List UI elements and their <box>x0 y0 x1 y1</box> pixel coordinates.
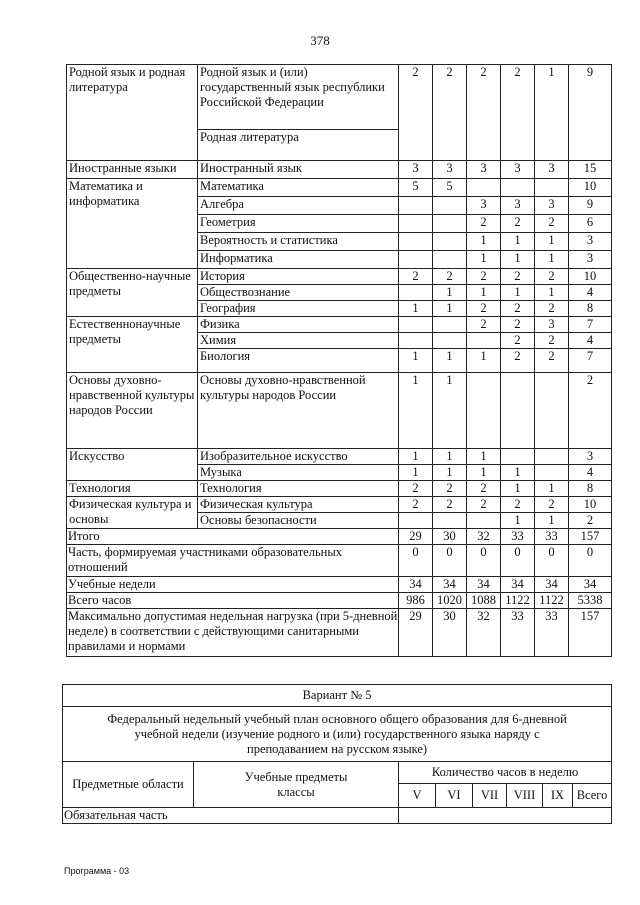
hours-cell <box>433 233 467 251</box>
hours-cell <box>501 449 535 465</box>
hours-cell <box>433 197 467 215</box>
mandatory-part-label: Обязательная часть <box>63 808 399 824</box>
summary-value: 29 <box>399 609 433 657</box>
hours-cell: 15 <box>569 161 612 179</box>
hours-cell: 3 <box>569 449 612 465</box>
summary-value: 0 <box>501 545 535 577</box>
hours-cell: 3 <box>569 251 612 269</box>
summary-value: 34 <box>399 577 433 593</box>
hours-cell: 2 <box>535 269 569 285</box>
plan-title: Федеральный недельный учебный план основного общего образования для 6-дневной учебной недели (изучение родного и (или) государственного языка наряду с преподаванием на русском языке) <box>63 707 612 762</box>
hours-cell: 2 <box>501 301 535 317</box>
hours-cell: 2 <box>535 333 569 349</box>
hours-cell: 2 <box>399 269 433 285</box>
hours-cell: 1 <box>399 301 433 317</box>
hours-cell <box>501 179 535 197</box>
subject-area: Иностранные языки <box>67 161 198 179</box>
subject-name: География <box>198 301 399 317</box>
summary-value: 157 <box>569 529 612 545</box>
hours-cell <box>433 513 467 529</box>
summary-value: 33 <box>535 609 569 657</box>
subject-area: Технология <box>67 481 198 497</box>
summary-value: 33 <box>501 609 535 657</box>
subject-area: Математика и информатика <box>67 179 198 269</box>
hours-cell: 3 <box>467 161 501 179</box>
hours-cell: 3 <box>569 233 612 251</box>
table-row <box>67 161 612 179</box>
variant-table <box>62 684 612 824</box>
hours-cell: 2 <box>433 269 467 285</box>
hours-cell: 1 <box>467 251 501 269</box>
summary-value: 1088 <box>467 593 501 609</box>
hours-cell: 2 <box>399 497 433 513</box>
hours-cell: 2 <box>501 349 535 373</box>
hours-cell: 2 <box>501 215 535 233</box>
variant-title: Вариант № 5 <box>63 685 612 707</box>
hours-cell: 2 <box>433 481 467 497</box>
hours-cell <box>535 465 569 481</box>
summary-label: Часть, формируемая участниками образовательных отношений <box>67 545 399 577</box>
summary-value: 30 <box>433 529 467 545</box>
summary-value: 0 <box>535 545 569 577</box>
hours-cell: 2 <box>399 481 433 497</box>
summary-value: 0 <box>433 545 467 577</box>
summary-value: 157 <box>569 609 612 657</box>
hours-cell: 2 <box>535 215 569 233</box>
table-row <box>67 179 612 197</box>
summary-label: Максимально допустимая недельная нагрузка (при 5-дневной неделе) в соответствии с действующими санитарными правилами и нормами <box>67 609 399 657</box>
hours-cell: 2 <box>501 269 535 285</box>
subject-name: Изобразительное искусство <box>198 449 399 465</box>
hours-cell: 2 <box>535 301 569 317</box>
hours-cell: 8 <box>569 301 612 317</box>
grade-header: VI <box>436 784 473 808</box>
summary-label: Учебные недели <box>67 577 399 593</box>
hours-cell <box>399 333 433 349</box>
subject-name: Физика <box>198 317 399 333</box>
hours-cell <box>535 179 569 197</box>
subject-name: Информатика <box>198 251 399 269</box>
summary-label: Итого <box>67 529 399 545</box>
summary-value: 32 <box>467 529 501 545</box>
subject-name: Иностранный язык <box>198 161 399 179</box>
hours-cell <box>467 373 501 449</box>
hours-cell: 9 <box>569 197 612 215</box>
summary-value: 34 <box>501 577 535 593</box>
subject-name: Основы духовно-нравственной культуры народов России <box>198 373 399 449</box>
hours-cell: 1 <box>535 481 569 497</box>
hours-cell <box>467 513 501 529</box>
hours-cell: 3 <box>535 317 569 333</box>
subject-name: Технология <box>198 481 399 497</box>
page-number: 378 <box>310 33 330 48</box>
hours-cell: 1 <box>399 465 433 481</box>
hours-cell <box>399 285 433 301</box>
hours-cell: 2 <box>467 497 501 513</box>
hours-cell: 2 <box>569 373 612 449</box>
table-row <box>67 481 612 497</box>
summary-value: 32 <box>467 609 501 657</box>
hours-cell: 2 <box>501 333 535 349</box>
hours-cell: 3 <box>467 197 501 215</box>
hours-cell: 1 <box>501 465 535 481</box>
hours-cell: 1 <box>399 373 433 449</box>
hours-cell: 6 <box>569 215 612 233</box>
summary-value: 5338 <box>569 593 612 609</box>
hours-cell: 1 <box>399 349 433 373</box>
hours-cell: 10 <box>569 179 612 197</box>
summary-row <box>67 593 612 609</box>
hours-cell: 1 <box>535 251 569 269</box>
grade-header: V <box>399 784 436 808</box>
hours-cell: 4 <box>569 333 612 349</box>
hours-cell <box>433 215 467 233</box>
col-header-area: Предметные области <box>63 762 194 808</box>
subject-name: Математика <box>198 179 399 197</box>
hours-cell <box>535 373 569 449</box>
hours-cell: 1 <box>433 301 467 317</box>
hours-cell: 1 <box>501 285 535 301</box>
subject-name: Химия <box>198 333 399 349</box>
summary-value: 0 <box>569 545 612 577</box>
subject-name: Вероятность и статистика <box>198 233 399 251</box>
hours-cell <box>399 215 433 233</box>
subject-name: Музыка <box>198 465 399 481</box>
hours-cell <box>399 317 433 333</box>
subject-area: Общественно-научные предметы <box>67 269 198 317</box>
grade-header: Всего <box>573 784 612 808</box>
table-row <box>67 65 612 161</box>
hours-cell: 1 <box>467 233 501 251</box>
hours-cell: 2 <box>569 513 612 529</box>
summary-value: 33 <box>535 529 569 545</box>
summary-value: 34 <box>569 577 612 593</box>
table-row <box>67 269 612 285</box>
subject-name-secondary: Родная литература <box>198 129 398 145</box>
hours-cell: 2 <box>467 301 501 317</box>
grade-header: VII <box>473 784 507 808</box>
hours-cell: 2 <box>399 65 433 161</box>
hours-cell: 1 <box>467 285 501 301</box>
hours-cell: 1 <box>467 465 501 481</box>
hours-cell: 3 <box>501 161 535 179</box>
summary-value: 29 <box>399 529 433 545</box>
summary-row <box>67 545 612 577</box>
hours-cell: 2 <box>433 65 467 161</box>
hours-cell: 3 <box>433 161 467 179</box>
hours-cell: 2 <box>467 269 501 285</box>
hours-cell: 2 <box>433 497 467 513</box>
subject-name: Геометрия <box>198 215 399 233</box>
hours-cell: 1 <box>535 65 569 161</box>
subject-name: Биология <box>198 349 399 373</box>
summary-row <box>67 529 612 545</box>
hours-cell <box>399 197 433 215</box>
hours-cell: 10 <box>569 269 612 285</box>
hours-cell: 1 <box>501 481 535 497</box>
hours-cell <box>399 233 433 251</box>
hours-cell: 1 <box>399 449 433 465</box>
hours-cell <box>501 373 535 449</box>
hours-cell: 3 <box>501 197 535 215</box>
hours-cell: 2 <box>535 497 569 513</box>
hours-cell: 2 <box>467 65 501 161</box>
subject-area: Основы духовно-нравственной культуры народов России <box>67 373 198 449</box>
table-row <box>67 317 612 333</box>
hours-cell: 1 <box>433 349 467 373</box>
hours-cell: 3 <box>535 197 569 215</box>
hours-cell: 1 <box>433 285 467 301</box>
hours-cell <box>433 317 467 333</box>
hours-cell: 3 <box>535 161 569 179</box>
hours-cell: 2 <box>467 481 501 497</box>
summary-value: 986 <box>399 593 433 609</box>
hours-cell: 1 <box>433 465 467 481</box>
hours-cell: 1 <box>501 233 535 251</box>
hours-cell: 1 <box>535 233 569 251</box>
summary-value: 34 <box>535 577 569 593</box>
subject-area: Искусство <box>67 449 198 481</box>
col-header-subject: Учебные предметы классы <box>194 762 399 808</box>
hours-cell: 2 <box>535 349 569 373</box>
summary-value: 1122 <box>535 593 569 609</box>
subject-area: Естественнонаучные предметы <box>67 317 198 373</box>
hours-cell <box>467 179 501 197</box>
subject-area: Родной язык и родная литература <box>67 65 198 161</box>
hours-cell <box>399 251 433 269</box>
grade-header: IX <box>543 784 573 808</box>
hours-cell: 1 <box>501 513 535 529</box>
hours-cell: 10 <box>569 497 612 513</box>
hours-cell: 3 <box>399 161 433 179</box>
hours-cell: 7 <box>569 349 612 373</box>
hours-cell: 1 <box>501 251 535 269</box>
hours-cell <box>467 333 501 349</box>
summary-label: Всего часов <box>67 593 399 609</box>
subject-name: История <box>198 269 399 285</box>
hours-cell: 5 <box>399 179 433 197</box>
hours-cell: 4 <box>569 285 612 301</box>
subject-name: Основы безопасности <box>198 513 399 529</box>
summary-value: 34 <box>433 577 467 593</box>
summary-value: 1122 <box>501 593 535 609</box>
hours-cell: 7 <box>569 317 612 333</box>
subject-name: Обществознание <box>198 285 399 301</box>
subject-name <box>198 65 399 161</box>
footer-label: Программа - 03 <box>64 866 130 876</box>
hours-cell: 1 <box>467 449 501 465</box>
hours-cell: 2 <box>467 215 501 233</box>
table-row <box>67 497 612 513</box>
hours-cell <box>535 449 569 465</box>
hours-cell: 2 <box>501 65 535 161</box>
curriculum-table <box>66 64 612 657</box>
summary-value: 30 <box>433 609 467 657</box>
summary-value: 1020 <box>433 593 467 609</box>
hours-cell: 1 <box>433 373 467 449</box>
subject-area: Физическая культура и основы <box>67 497 198 529</box>
subject-name: Физическая культура <box>198 497 399 513</box>
hours-cell: 1 <box>467 349 501 373</box>
subject-name-primary: Родной язык и (или) государственный язык республики Российской Федерации <box>200 65 385 109</box>
summary-value: 34 <box>467 577 501 593</box>
col-header-hours: Количество часов в неделю <box>399 762 612 784</box>
table-row <box>67 449 612 465</box>
hours-cell <box>433 333 467 349</box>
summary-value: 33 <box>501 529 535 545</box>
hours-cell: 8 <box>569 481 612 497</box>
hours-cell: 2 <box>501 497 535 513</box>
hours-cell: 1 <box>535 285 569 301</box>
hours-cell: 2 <box>467 317 501 333</box>
summary-value: 0 <box>467 545 501 577</box>
hours-cell: 9 <box>569 65 612 161</box>
hours-cell: 1 <box>535 513 569 529</box>
hours-cell: 2 <box>501 317 535 333</box>
subject-name: Алгебра <box>198 197 399 215</box>
table-row <box>67 373 612 449</box>
hours-cell: 5 <box>433 179 467 197</box>
summary-row <box>67 577 612 593</box>
hours-cell <box>433 251 467 269</box>
grade-header: VIII <box>507 784 543 808</box>
summary-value: 0 <box>399 545 433 577</box>
hours-cell <box>399 513 433 529</box>
hours-cell: 4 <box>569 465 612 481</box>
summary-row <box>67 609 612 657</box>
hours-cell: 1 <box>433 449 467 465</box>
